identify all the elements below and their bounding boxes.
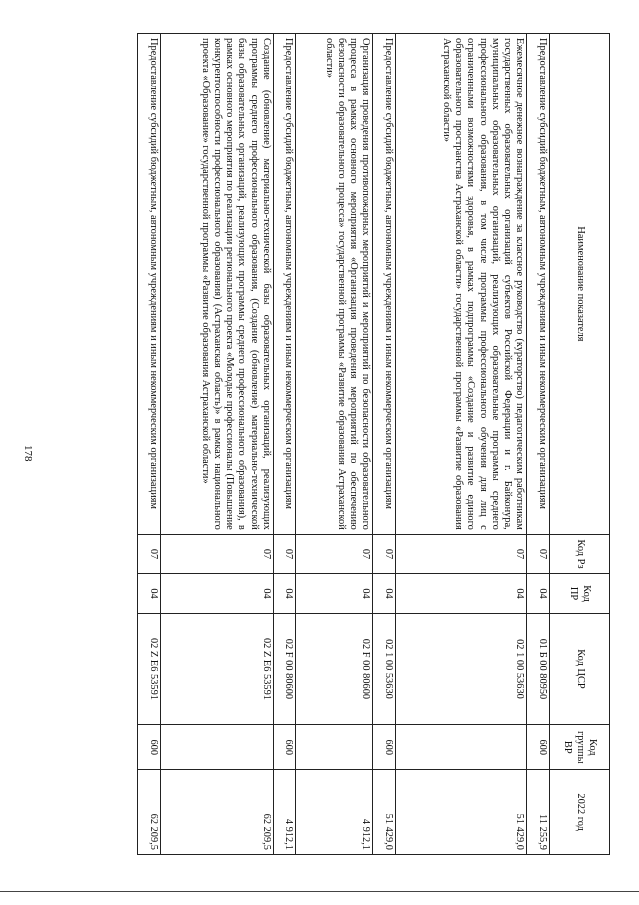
cell-amount: 4 912,1 [273, 770, 296, 855]
cell-pr: 04 [160, 574, 273, 613]
header-pr: Код ПР [550, 574, 610, 613]
table-row [373, 34, 396, 855]
page-bottom-rule [0, 891, 639, 892]
cell-name: Предоставление субсидий бюджетным, автономным учреждениям и иным некоммерческим организациям [138, 34, 161, 535]
cell-csr: 02 1 00 53630 [396, 613, 527, 724]
cell-rz: 07 [273, 534, 296, 573]
cell-pr: 04 [527, 574, 550, 613]
cell-amount: 11 255,9 [527, 770, 550, 855]
header-rz: Код Рз [550, 534, 610, 573]
header-name: Наименование показателя [550, 34, 610, 535]
cell-pr: 04 [373, 574, 396, 613]
cell-rz: 07 [296, 534, 373, 573]
budget-table [137, 33, 610, 855]
cell-rz: 07 [160, 534, 273, 573]
cell-amount: 62 209,5 [138, 770, 161, 855]
cell-csr: 01 Б 00 80950 [527, 613, 550, 724]
cell-csr: 02 Z Е6 53591 [138, 613, 161, 724]
cell-rz: 07 [373, 534, 396, 573]
cell-csr: 02 F 00 80600 [273, 613, 296, 724]
cell-vr [396, 725, 527, 770]
header-year: 2022 год [550, 770, 610, 855]
table-row [296, 34, 373, 855]
cell-pr: 04 [396, 574, 527, 613]
table-header-row [550, 34, 610, 855]
cell-rz: 07 [527, 534, 550, 573]
table-row [396, 34, 527, 855]
cell-csr: 02 F 00 80600 [296, 613, 373, 724]
cell-name: Организация проведения противопожарных мероприятий и мероприятий по безопасности образовательного процесса в рамках основного мероприятия «Организация проведения мероприятий по обеспечению безопасности образовательного процесса» государственной программы «Развитие образования Астраханской области» [296, 34, 373, 535]
cell-csr: 02 1 00 53630 [373, 613, 396, 724]
cell-name: Предоставление субсидий бюджетным, автономным учреждениям и иным некоммерческим организациям [527, 34, 550, 535]
cell-vr: 600 [527, 725, 550, 770]
cell-vr: 600 [138, 725, 161, 770]
cell-amount: 51 429,0 [373, 770, 396, 855]
cell-rz: 07 [138, 534, 161, 573]
table-row [138, 34, 161, 855]
cell-amount: 4 912,1 [296, 770, 373, 855]
table-row [527, 34, 550, 855]
cell-name: Создание (обновление) материально-технической базы образовательных организаций, реализующих программы среднего профессионального образования, (Создание (обновление) материально-технической базы образовательных организаций, реализующих программы среднего профессионального образования), в рамках основного мероприятия по реализации регионального проекта «Молодые профессионалы (Повышение конкурентоспособности профессионального образования) (Астраханская область)» в рамках национального проекта «Образование» государственной программы «Развитие образования Астраханской области» [160, 34, 273, 535]
cell-name: Предоставление субсидий бюджетным, автономным учреждениям и иным некоммерческим организациям [373, 34, 396, 535]
cell-vr [160, 725, 273, 770]
header-vr: Код группы ВР [550, 725, 610, 770]
cell-name: Предоставление субсидий бюджетным, автономным учреждениям и иным некоммерческим организациям [273, 34, 296, 535]
header-csr: Код ЦСР [550, 613, 610, 724]
cell-pr: 04 [296, 574, 373, 613]
rotated-table-container [137, 33, 610, 855]
cell-vr: 600 [373, 725, 396, 770]
cell-vr: 600 [273, 725, 296, 770]
cell-rz: 07 [396, 534, 527, 573]
cell-name: Ежемесячное денежное вознаграждение за классное руководство (кураторство) педагогическим работникам государственных образовательных организаций субъектов Российской Федерации и г. Байконура, муниципальных образовательных организаций, реализующих образовательные программы среднего профессионального образования, в том числе программы профессионального обучения для лиц с ограниченными возможностями здоровья, в рамках подпрограммы «Создание и развитие единого образовательного пространства Астраханской области» государственной программы «Развитие образования Астраханской области» [396, 34, 527, 535]
cell-pr: 04 [138, 574, 161, 613]
table-row [273, 34, 296, 855]
page-number: 178 [22, 445, 34, 462]
cell-amount: 62 209,5 [160, 770, 273, 855]
cell-csr: 02 Z Е6 53591 [160, 613, 273, 724]
cell-amount: 51 429,0 [396, 770, 527, 855]
cell-pr: 04 [273, 574, 296, 613]
cell-vr [296, 725, 373, 770]
table-row [160, 34, 273, 855]
